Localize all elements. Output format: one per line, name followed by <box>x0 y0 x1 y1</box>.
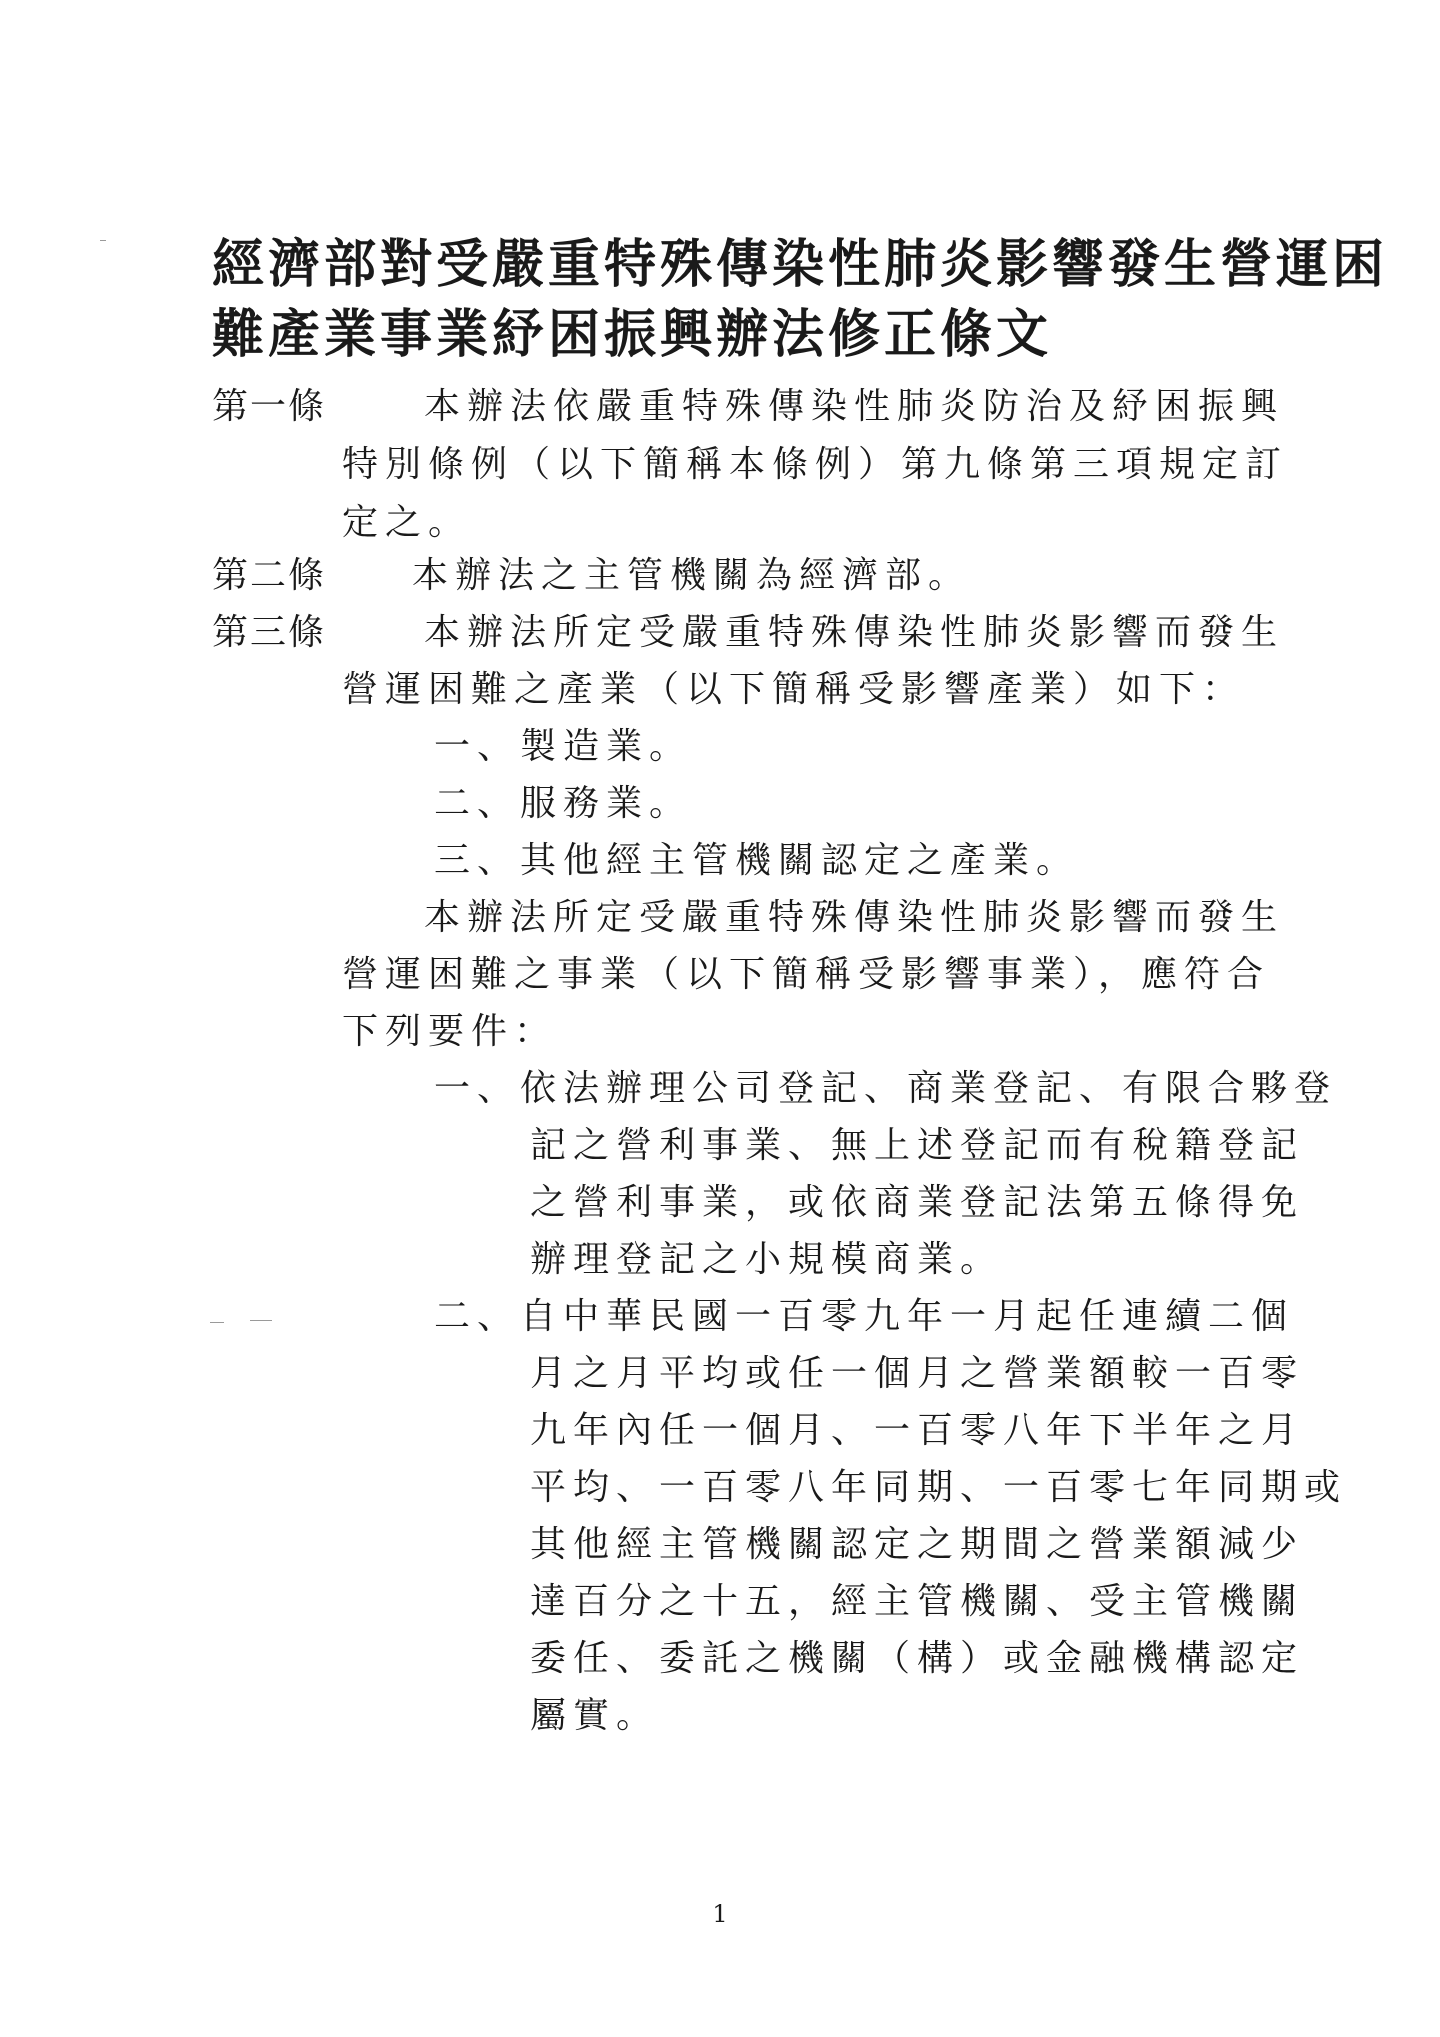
scan-speck <box>210 1322 224 1323</box>
article-line: 特別條例（以下簡稱本條例）第九條第三項規定訂 <box>342 444 1289 485</box>
list-item-continued: 記之營利事業、無上述登記而有稅籍登記 <box>530 1125 1305 1166</box>
scan-speck <box>250 1320 272 1321</box>
article-line: 下列要件： <box>342 1011 558 1052</box>
list-item: 二、服務業。 <box>434 783 693 824</box>
title-line-2: 難產業事業紓困振興辦法修正條文 <box>212 304 1053 365</box>
list-item-continued: 之營利事業，或依商業登記法第五條得免 <box>530 1182 1305 1223</box>
list-item: 一、依法辦理公司登記、商業登記、有限合夥登 <box>434 1068 1338 1109</box>
list-item-continued: 月之月平均或任一個月之營業額較一百零 <box>530 1353 1305 1394</box>
article-line: 營運困難之事業（以下簡稱受影響事業），應符合 <box>342 954 1271 995</box>
article-number: 第一條 <box>212 386 327 427</box>
list-item: 三、其他經主管機關認定之產業。 <box>434 840 1080 881</box>
list-item-continued: 九年內任一個月、一百零八年下半年之月 <box>530 1410 1305 1451</box>
scan-speck <box>100 240 106 241</box>
article-3 <box>212 604 1348 1736</box>
article-number: 第三條 <box>212 612 327 653</box>
list-item-continued: 辦理登記之小規模商業。 <box>530 1239 1004 1280</box>
list-item: 一、製造業。 <box>434 726 693 767</box>
article-1 <box>212 378 1289 558</box>
document-title <box>212 230 1389 370</box>
list-item-continued: 達百分之十五，經主管機關、受主管機關 <box>530 1581 1305 1622</box>
article-line: 定之。 <box>342 502 472 543</box>
list-item-continued: 平均、一百零八年同期、一百零七年同期或 <box>530 1467 1348 1508</box>
article-line: 本辦法所定受嚴重特殊傳染性肺炎影響而發生 <box>424 612 1285 653</box>
article-line: 本辦法所定受嚴重特殊傳染性肺炎影響而發生 <box>424 897 1285 938</box>
article-2 <box>212 547 1272 607</box>
article-line: 本辦法之主管機關為經濟部。 <box>412 555 972 596</box>
list-item: 二、自中華民國一百零九年一月起任連續二個 <box>434 1296 1295 1337</box>
list-item-continued: 委任、委託之機關（構）或金融機構認定 <box>530 1638 1305 1679</box>
article-line: 本辦法依嚴重特殊傳染性肺炎防治及紓困振興 <box>424 386 1285 427</box>
list-item-continued: 屬實。 <box>530 1695 660 1736</box>
article-line: 營運困難之產業（以下簡稱受影響產業）如下： <box>342 669 1246 710</box>
list-item-continued: 其他經主管機關認定之期間之營業額減少 <box>530 1524 1305 1565</box>
page-number: 1 <box>712 1900 728 1928</box>
title-line-1: 經濟部對受嚴重特殊傳染性肺炎影響發生營運困 <box>212 234 1389 295</box>
article-number: 第二條 <box>212 555 327 596</box>
